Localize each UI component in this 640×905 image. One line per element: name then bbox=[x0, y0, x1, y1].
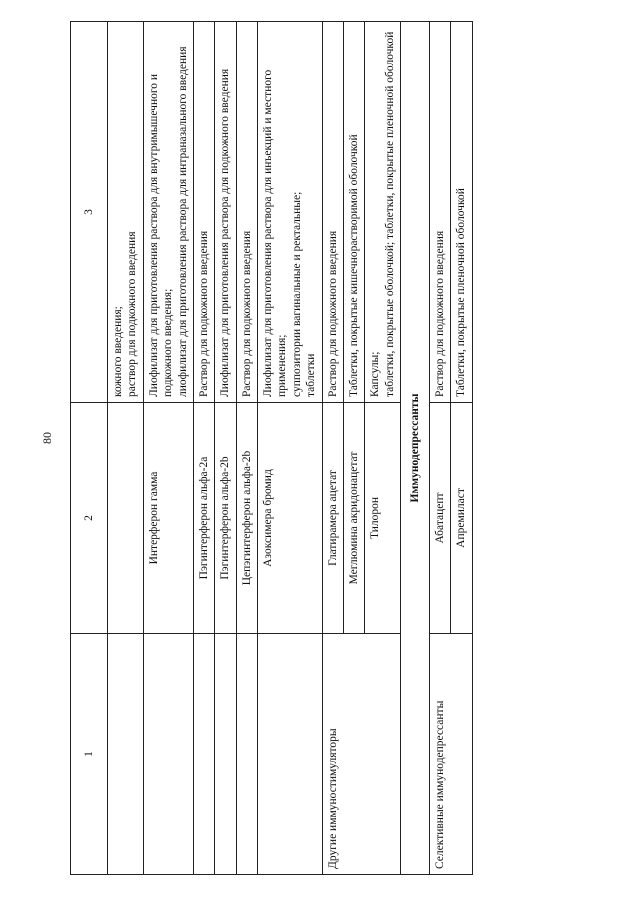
drug-name-cell: Меглюмина акридонацетат bbox=[343, 403, 364, 634]
dosage-form-cell: Лиофилизат для приготовления раствора для подкожного введения bbox=[215, 22, 236, 403]
table-row bbox=[430, 22, 451, 875]
dosage-form-cell: Таблетки, покрытые кишечнорастворимой оболочкой bbox=[343, 22, 364, 403]
group-cell bbox=[236, 634, 257, 875]
drug-name-cell: Интерферон гамма bbox=[143, 403, 193, 634]
header-col-1: 1 bbox=[71, 634, 108, 875]
dosage-form-cell: Раствор для подкожного введения bbox=[236, 22, 257, 403]
table-row bbox=[193, 22, 214, 875]
table-row bbox=[215, 22, 236, 875]
group-cell bbox=[258, 634, 323, 875]
dosage-form-cell: кожного введения; раствор для подкожного введения bbox=[108, 22, 144, 403]
table-row bbox=[258, 22, 323, 875]
group-cell bbox=[108, 634, 144, 875]
dosage-form-cell: Лиофилизат для приготовления раствора для внутримышечного и подкожного введения; лиофилизат для приготовления раствора для интраназального введения bbox=[143, 22, 193, 403]
group-cell bbox=[215, 634, 236, 875]
section-title-immunosuppressants: Иммунодепрессанты bbox=[401, 22, 430, 875]
dosage-form-cell: Раствор для подкожного введения bbox=[322, 22, 343, 403]
drug-name-cell: Апремиласт bbox=[451, 403, 472, 634]
drug-name-cell: Абатацепт bbox=[430, 403, 451, 634]
group-label-other-immunostimulators: Другие иммуностимуляторы bbox=[322, 634, 401, 875]
rotated-table-wrapper bbox=[70, 31, 530, 875]
drug-table bbox=[70, 21, 473, 875]
group-cell bbox=[143, 634, 193, 875]
dosage-form-cell: Раствор для подкожного введения bbox=[430, 22, 451, 403]
table-row bbox=[108, 22, 144, 875]
group-cell bbox=[193, 634, 214, 875]
dosage-form-cell: Лиофилизат для приготовления раствора для инъекций и местного применения; суппозитории вагинальные и ректальные; таблетки bbox=[258, 22, 323, 403]
drug-name-cell: Тилорон bbox=[365, 403, 401, 634]
dosage-form-cell: Капсулы; таблетки, покрытые оболочкой; таблетки, покрытые пленочной оболочкой bbox=[365, 22, 401, 403]
drug-name-cell: Пэгинтерферон альфа-2a bbox=[193, 403, 214, 634]
section-row bbox=[401, 22, 430, 875]
table-row bbox=[236, 22, 257, 875]
header-col-2: 2 bbox=[71, 403, 108, 634]
page-number: 80 bbox=[40, 432, 54, 444]
drug-name-cell: Азоксимера бромид bbox=[258, 403, 323, 634]
header-col-3: 3 bbox=[71, 22, 108, 403]
drug-name-cell bbox=[108, 403, 144, 634]
table-row bbox=[322, 22, 343, 875]
drug-name-cell: Цепэгинтерферон альфа-2b bbox=[236, 403, 257, 634]
table-header-row bbox=[71, 22, 108, 875]
group-label-selective-immunosuppressants: Селективные иммунодепрессанты bbox=[430, 634, 473, 875]
table-row bbox=[143, 22, 193, 875]
drug-name-cell: Глатирамера ацетат bbox=[322, 403, 343, 634]
dosage-form-cell: Раствор для подкожного введения bbox=[193, 22, 214, 403]
drug-name-cell: Пэгинтерферон альфа-2b bbox=[215, 403, 236, 634]
dosage-form-cell: Таблетки, покрытые пленочной оболочкой bbox=[451, 22, 472, 403]
